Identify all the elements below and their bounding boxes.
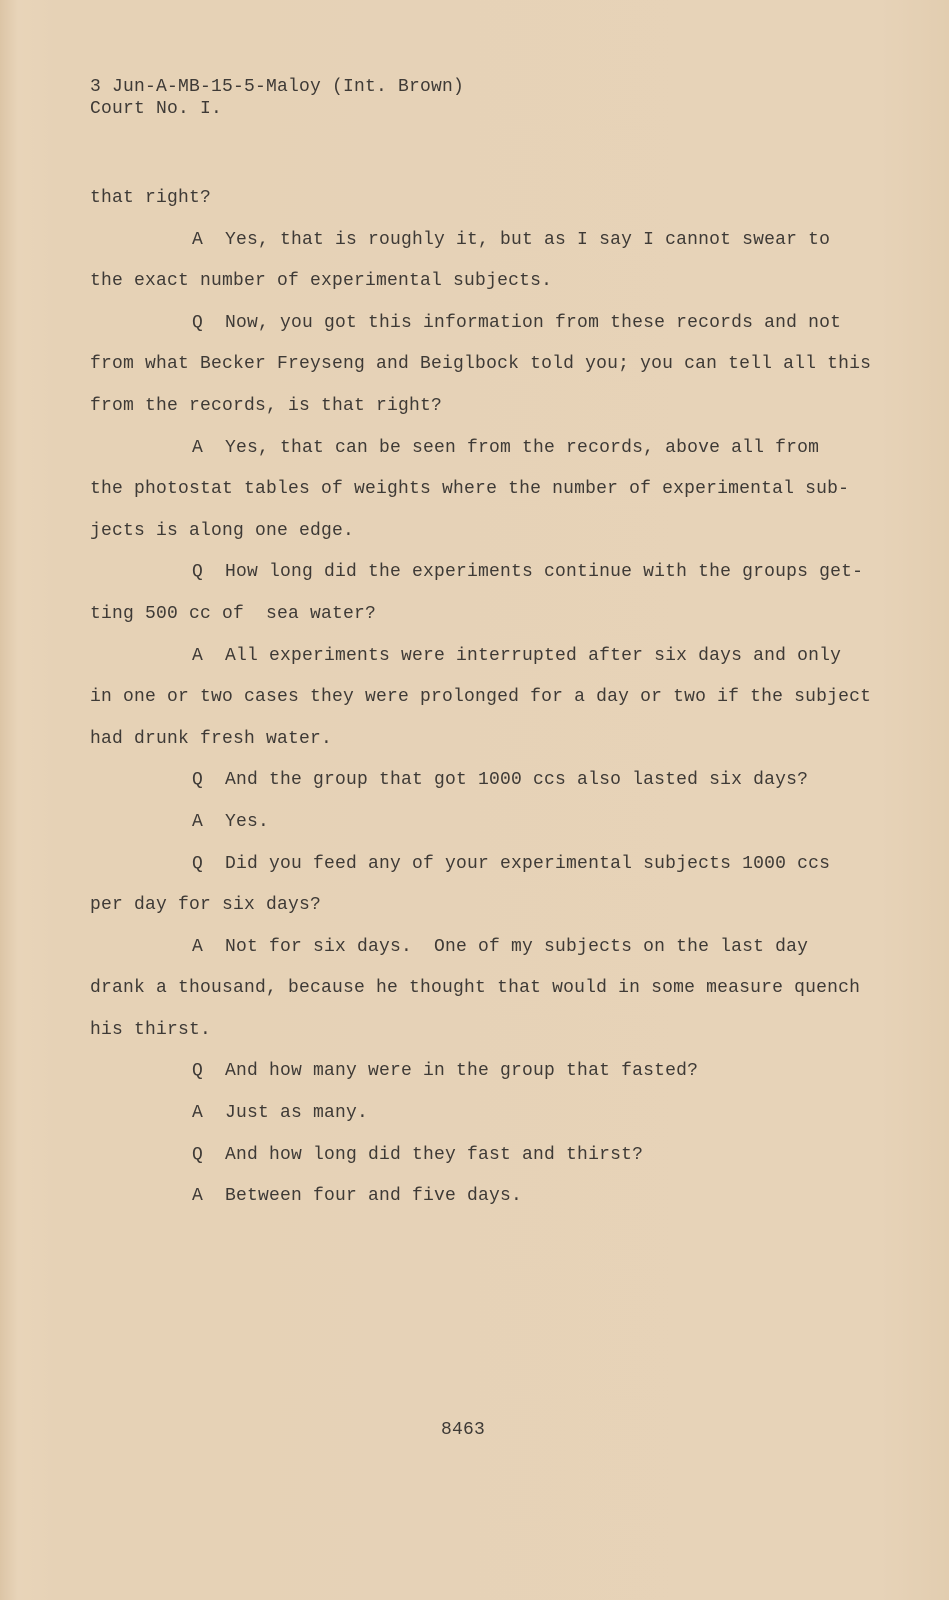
transcript-line: the exact number of experimental subjects.: [90, 271, 553, 292]
transcript-line: his thirst.: [90, 1019, 212, 1040]
question-line: Q And how many were in the group that fasted?: [192, 1061, 699, 1082]
answer-line: A All experiments were interrupted after six days and only: [192, 645, 842, 666]
transcript-line: had drunk fresh water.: [90, 728, 333, 749]
answer-line: A Yes.: [192, 811, 270, 832]
page-number: 8463: [441, 1420, 486, 1440]
transcript-line: ting 500 cc of sea water?: [90, 603, 377, 624]
answer-line: A Not for six days. One of my subjects on the last day: [192, 936, 809, 957]
transcript-line: per day for six days?: [90, 895, 322, 916]
answer-line: A Just as many.: [192, 1103, 369, 1124]
question-line: Q And how long did they fast and thirst?: [192, 1144, 644, 1165]
answer-line: A Yes, that can be seen from the records, above all from: [192, 437, 820, 458]
transcript-line: from what Becker Freyseng and Beiglbock told you; you can tell all this: [90, 354, 872, 375]
header-session-line: 3 Jun-A-MB-15-5-Maloy (Int. Brown): [90, 77, 465, 97]
question-line: Q How long did the experiments continue with the groups get-: [192, 562, 864, 583]
header-court-line: Court No. I.: [90, 99, 223, 119]
transcript-header: [90, 76, 464, 120]
transcript-line: drank a thousand, because he thought that would in some measure quench: [90, 978, 861, 999]
transcript-line: the photostat tables of weights where the number of experimental sub-: [90, 479, 850, 500]
answer-line: A Yes, that is roughly it, but as I say I cannot swear to: [192, 229, 831, 250]
transcript-line: jects is along one edge.: [90, 520, 355, 541]
question-line: Q Did you feed any of your experimental subjects 1000 ccs: [192, 853, 831, 874]
answer-line: A Between four and five days.: [192, 1186, 523, 1207]
question-line: Q Now, you got this information from these records and not: [192, 312, 842, 333]
transcript-line: that right?: [90, 188, 212, 208]
transcript-line: from the records, is that right?: [90, 395, 443, 416]
transcript-line: in one or two cases they were prolonged for a day or two if the subject: [90, 687, 872, 708]
transcript-body: [90, 178, 872, 1218]
question-line: Q And the group that got 1000 ccs also lasted six days?: [192, 770, 809, 791]
